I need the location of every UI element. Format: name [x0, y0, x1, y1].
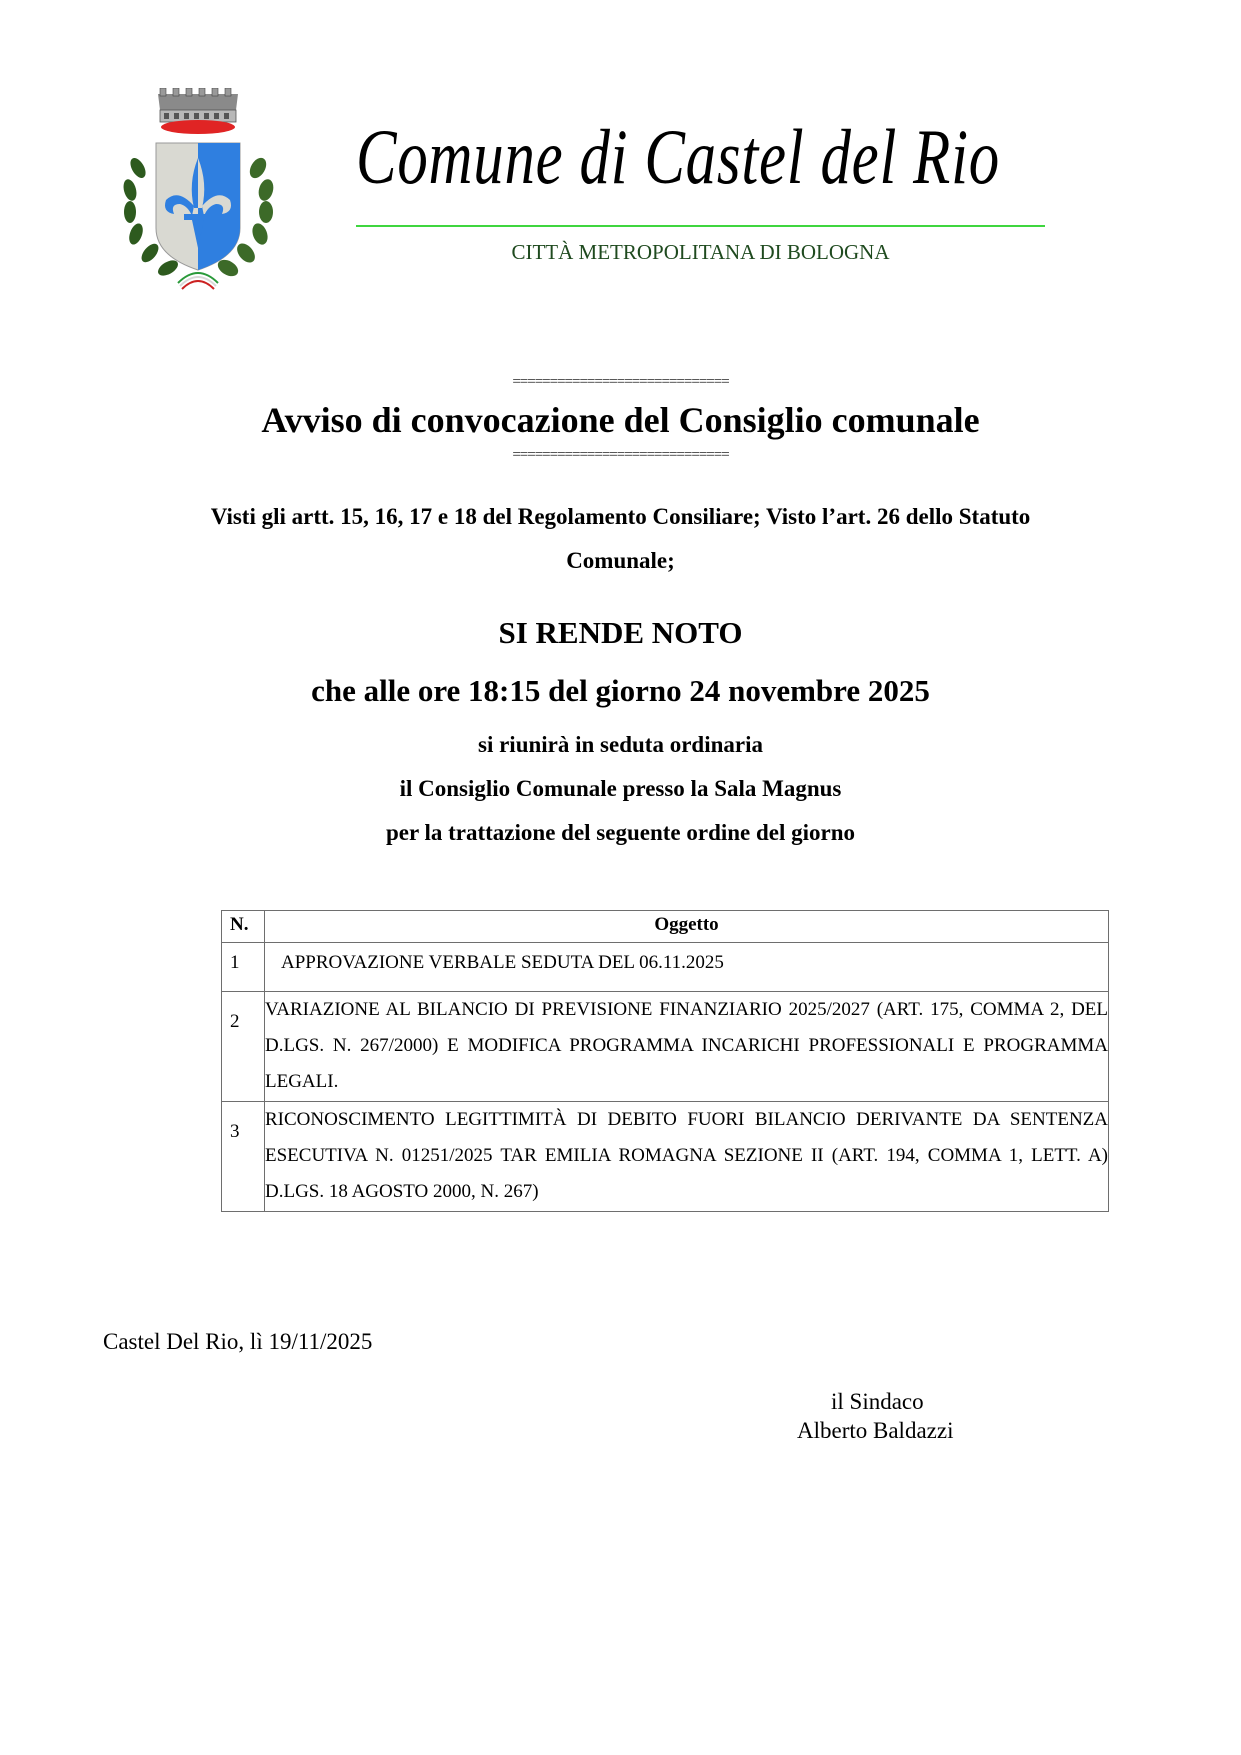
agenda-intro: per la trattazione del seguente ordine del giorno [385, 820, 856, 845]
agenda-item-subject: RICONOSCIMENTO LEGITTIMITÀ DI DEBITO FUORI BILANCIO DERIVANTE DA SENTENZA ESECUTIVA N. 01251/2025 TAR EMILIA ROMAGNA SEZIONE II (ART. 194, COMMA 1, LETT. A) D.LGS. 18 AGOSTO 2000, N. 267) [265, 1102, 1109, 1212]
agenda-table [221, 910, 1109, 1212]
agenda-item-number: 1 [222, 943, 265, 992]
crown-icon [158, 88, 238, 134]
shield-icon [156, 143, 240, 270]
header-divider [356, 225, 1045, 227]
place-and-date: Castel Del Rio, lì 19/11/2025 [103, 1329, 373, 1354]
ribbon-icon [178, 273, 218, 289]
crest-image [118, 88, 278, 293]
metropolitan-city-subtitle: CITTÀ METROPOLITANA DI BOLOGNA [511, 240, 890, 264]
preamble-line-1: Visti gli artt. 15, 16, 17 e 18 del Regolamento Consiliare; Visto l’art. 26 dello Statuto [210, 504, 1031, 529]
column-header-subject: Oggetto [265, 911, 1109, 943]
preamble-line-2: Comunale; [566, 548, 675, 573]
coat-of-arms-logo [118, 88, 278, 293]
agenda-row [222, 992, 1109, 1102]
agenda-item-subject: APPROVAZIONE VERBALE SEDUTA DEL 06.11.2025 [265, 943, 1109, 992]
signer-role: il Sindaco [831, 1389, 924, 1414]
column-header-number: N. [222, 911, 265, 943]
title-separator-bottom: ============================= [512, 447, 729, 463]
signer-name: Alberto Baldazzi [797, 1418, 954, 1443]
town-name-heading: Comune di Castel del Rio [356, 113, 1000, 200]
meeting-datetime: che alle ore 18:15 del giorno 24 novembre 2025 [311, 673, 930, 708]
agenda-item-number: 3 [222, 1102, 265, 1212]
notice-title: Avviso di convocazione del Consiglio comunale [261, 400, 980, 440]
title-separator-top: ============================= [512, 374, 729, 390]
agenda-header-row [222, 911, 1109, 943]
session-type: si riunirà in seduta ordinaria [478, 732, 763, 757]
agenda-item-number: 2 [222, 992, 265, 1102]
agenda-item-subject: VARIAZIONE AL BILANCIO DI PREVISIONE FINANZIARIO 2025/2027 (ART. 175, COMMA 2, DEL D.LGS. N. 267/2000) E MODIFICA PROGRAMMA INCARICHI PROFESSIONALI E PROGRAMMA LEGALI. [265, 992, 1109, 1102]
meeting-place: il Consiglio Comunale presso la Sala Magnus [399, 776, 842, 801]
agenda-row [222, 943, 1109, 992]
announcement-heading: SI RENDE NOTO [498, 615, 743, 650]
agenda-row [222, 1102, 1109, 1212]
